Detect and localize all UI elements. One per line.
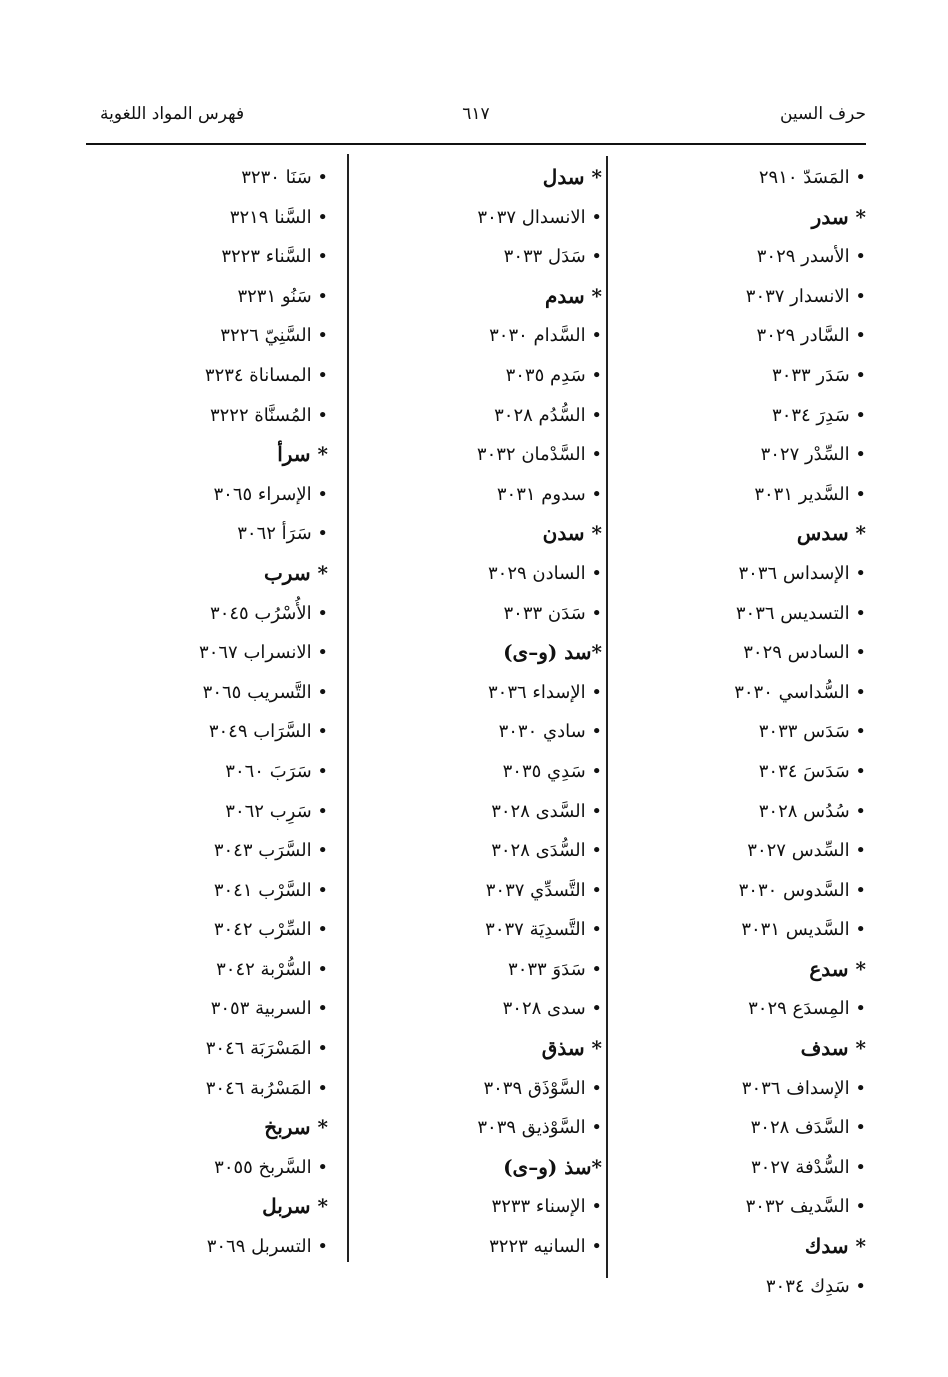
index-entry: • المَسَدّ ٢٩١٠: [758, 167, 866, 188]
root-heading: * سدع: [809, 956, 866, 981]
index-entry: • السُّدَى ٣٠٢٨: [491, 840, 602, 862]
index-entry: • المِسدَع ٣٠٢٩: [748, 998, 866, 1020]
root-heading: * سرب: [263, 560, 328, 585]
index-entry: • السَّدى ٣٠٢٨: [491, 800, 602, 822]
index-entry: • سدوم ٣٠٣١: [496, 483, 602, 505]
index-entry: • سدى ٣٠٢٨: [502, 998, 602, 1020]
root-heading: * سدم: [544, 283, 602, 308]
section-title: حرف السين: [779, 104, 866, 124]
column-divider-left: [347, 154, 349, 1262]
root-heading: * سذق: [541, 1036, 602, 1061]
index-entry: • التَّسدِيَة ٣٠٣٧: [485, 919, 602, 941]
index-entry: • السانيه ٣٢٢٣: [489, 1236, 602, 1258]
index-entry: • سَدَوَ ٣٠٣٣: [508, 958, 602, 980]
index-entry: • التَّسريب ٣٠٦٥: [202, 681, 328, 703]
index-entry: • السَّدام ٣٠٣٠: [489, 325, 602, 347]
index-entry: • السَّدير ٣٠٣١: [754, 483, 866, 505]
header-rule: [86, 143, 866, 145]
index-entry: • السَّنِيّ ٣٢٢٦: [220, 325, 328, 347]
index-entry: • المَسْرُبة ٣٠٤٦: [205, 1077, 328, 1099]
index-entry: • السَّوْذَق ٣٠٣٩: [483, 1077, 602, 1099]
index-entry: • سَنَا ٣٢٣٠: [241, 167, 328, 188]
root-heading: * سدك: [804, 1234, 866, 1259]
root-heading: * سدس: [796, 521, 866, 546]
index-entry: • الانسراب ٣٠٦٧: [199, 642, 328, 664]
index-entry: • سَدَن ٣٠٣٣: [503, 602, 602, 624]
root-heading: * سربل: [262, 1194, 328, 1219]
index-entry: • سَرَأ ٣٠٦٢: [237, 523, 328, 545]
index-entry: • الإسداس ٣٠٣٦: [738, 562, 866, 584]
index-entry: • السِّدس ٣٠٢٧: [747, 840, 866, 862]
root-heading: * سدل: [542, 165, 602, 189]
index-column-left: [88, 158, 328, 1267]
index-entry: • السِّدْر ٣٠٢٧: [760, 444, 866, 466]
index-entry: • الانسدال ٣٠٣٧: [477, 206, 602, 228]
index-entry: • الإسراء ٣٠٦٥: [213, 483, 328, 505]
index-entry: • المَسْرَبَة ٣٠٤٦: [205, 1038, 328, 1060]
index-entry: • التسربل ٣٠٦٩: [206, 1236, 328, 1258]
index-entry: • السُّدْفة ٣٠٢٧: [751, 1156, 866, 1178]
index-entry: • سَدَر ٣٠٣٣: [772, 364, 866, 386]
index-entry: • سَرِب ٣٠٦٢: [225, 800, 328, 822]
index-entry: • السَّدَف ٣٠٢٨: [750, 1117, 866, 1139]
root-heading: * سدن: [542, 521, 602, 546]
index-entry: • السَّديس ٣٠٣١: [741, 919, 866, 941]
index-entry: • سَدِك ٣٠٣٤: [765, 1275, 866, 1297]
index-entry: • السَّنا ٣٢١٩: [229, 206, 328, 228]
index-entry: • الأسدر ٣٠٢٩: [756, 246, 866, 268]
root-heading: * سرأ: [277, 442, 328, 467]
page-number: ٦١٧: [462, 104, 490, 124]
index-entry: • سَدِم ٣٠٣٥: [505, 364, 602, 386]
root-heading: * سدف: [800, 1036, 866, 1061]
index-entry: • السَّدْمان ٣٠٣٢: [476, 444, 602, 466]
index-entry: • السَّرَب ٣٠٤٣: [213, 840, 328, 862]
index-entry: • سَدَس ٣٠٣٣: [758, 721, 866, 743]
index-entry: • سَدَسَ ٣٠٣٤: [758, 760, 866, 782]
index-entry: • سادي ٣٠٣٠: [498, 721, 602, 743]
index-entry: • السَّديف ٣٠٣٢: [745, 1196, 866, 1218]
index-entry: • سَدِرَ ٣٠٣٤: [772, 404, 866, 426]
index-entry: • المساناة ٣٢٣٤: [204, 364, 328, 386]
index-entry: • التسديس ٣٠٣٦: [735, 602, 866, 624]
index-entry: • سُدُس ٣٠٢٨: [758, 800, 866, 822]
root-heading: *سذ (و–ى): [503, 1154, 602, 1179]
page-header: [86, 104, 866, 138]
index-column-middle: [354, 158, 602, 1267]
index-entry: • الأُسْرُب ٣٠٤٥: [210, 602, 328, 624]
index-entry: • السربية ٣٠٥٣: [210, 998, 328, 1020]
root-heading: * سدر: [811, 204, 866, 229]
index-entry: • السَّناء ٣٢٢٣: [221, 246, 328, 268]
index-entry: • سَنُو ٣٢٣١: [237, 285, 328, 307]
index-entry: • التَّسدِّي ٣٠٣٧: [485, 879, 602, 901]
index-entry: • السَّربخ ٣٠٥٥: [214, 1156, 328, 1178]
root-heading: *سد (و–ى): [503, 640, 602, 665]
index-entry: • السَّرَاب ٣٠٤٩: [208, 721, 328, 743]
index-title: فهرس المواد اللغوية: [100, 104, 245, 124]
index-entry: • السَّادر ٣٠٢٩: [756, 325, 866, 347]
column-divider-right: [606, 156, 608, 1278]
index-entry: • الانسدار ٣٠٣٧: [745, 285, 866, 307]
index-entry: • الإسداء ٣٠٣٦: [488, 681, 602, 703]
index-entry: • السَّرْب ٣٠٤١: [213, 879, 328, 901]
root-heading: * سربخ: [264, 1115, 328, 1140]
index-entry: • المُسنَّاة ٣٢٢٢: [209, 404, 328, 426]
index-entry: • السُّداسي ٣٠٣٠: [734, 681, 866, 703]
index-entry: • سَدَل ٣٠٣٣: [503, 246, 602, 268]
index-entry: • السُّرْبة ٣٠٤٢: [216, 958, 328, 980]
index-entry: • السِّرْب ٣٠٤٢: [213, 919, 328, 941]
index-entry: • السَّوْذيق ٣٠٣٩: [477, 1117, 602, 1139]
index-entry: • الإسناء ٣٢٣٣: [491, 1196, 602, 1218]
index-entry: • السادس ٣٠٢٩: [743, 642, 866, 664]
index-entry: • السَّدوس ٣٠٣٠: [738, 879, 866, 901]
index-entry: • السُّدُم ٣٠٢٨: [494, 404, 602, 426]
index-entry: • السادن ٣٠٢٩: [488, 562, 602, 584]
index-entry: • الإسداف ٣٠٣٦: [741, 1077, 866, 1099]
index-column-right: [618, 158, 866, 1306]
index-entry: • سَرَبَ ٣٠٦٠: [225, 760, 328, 782]
index-entry: • سَدِي ٣٠٣٥: [502, 760, 602, 782]
